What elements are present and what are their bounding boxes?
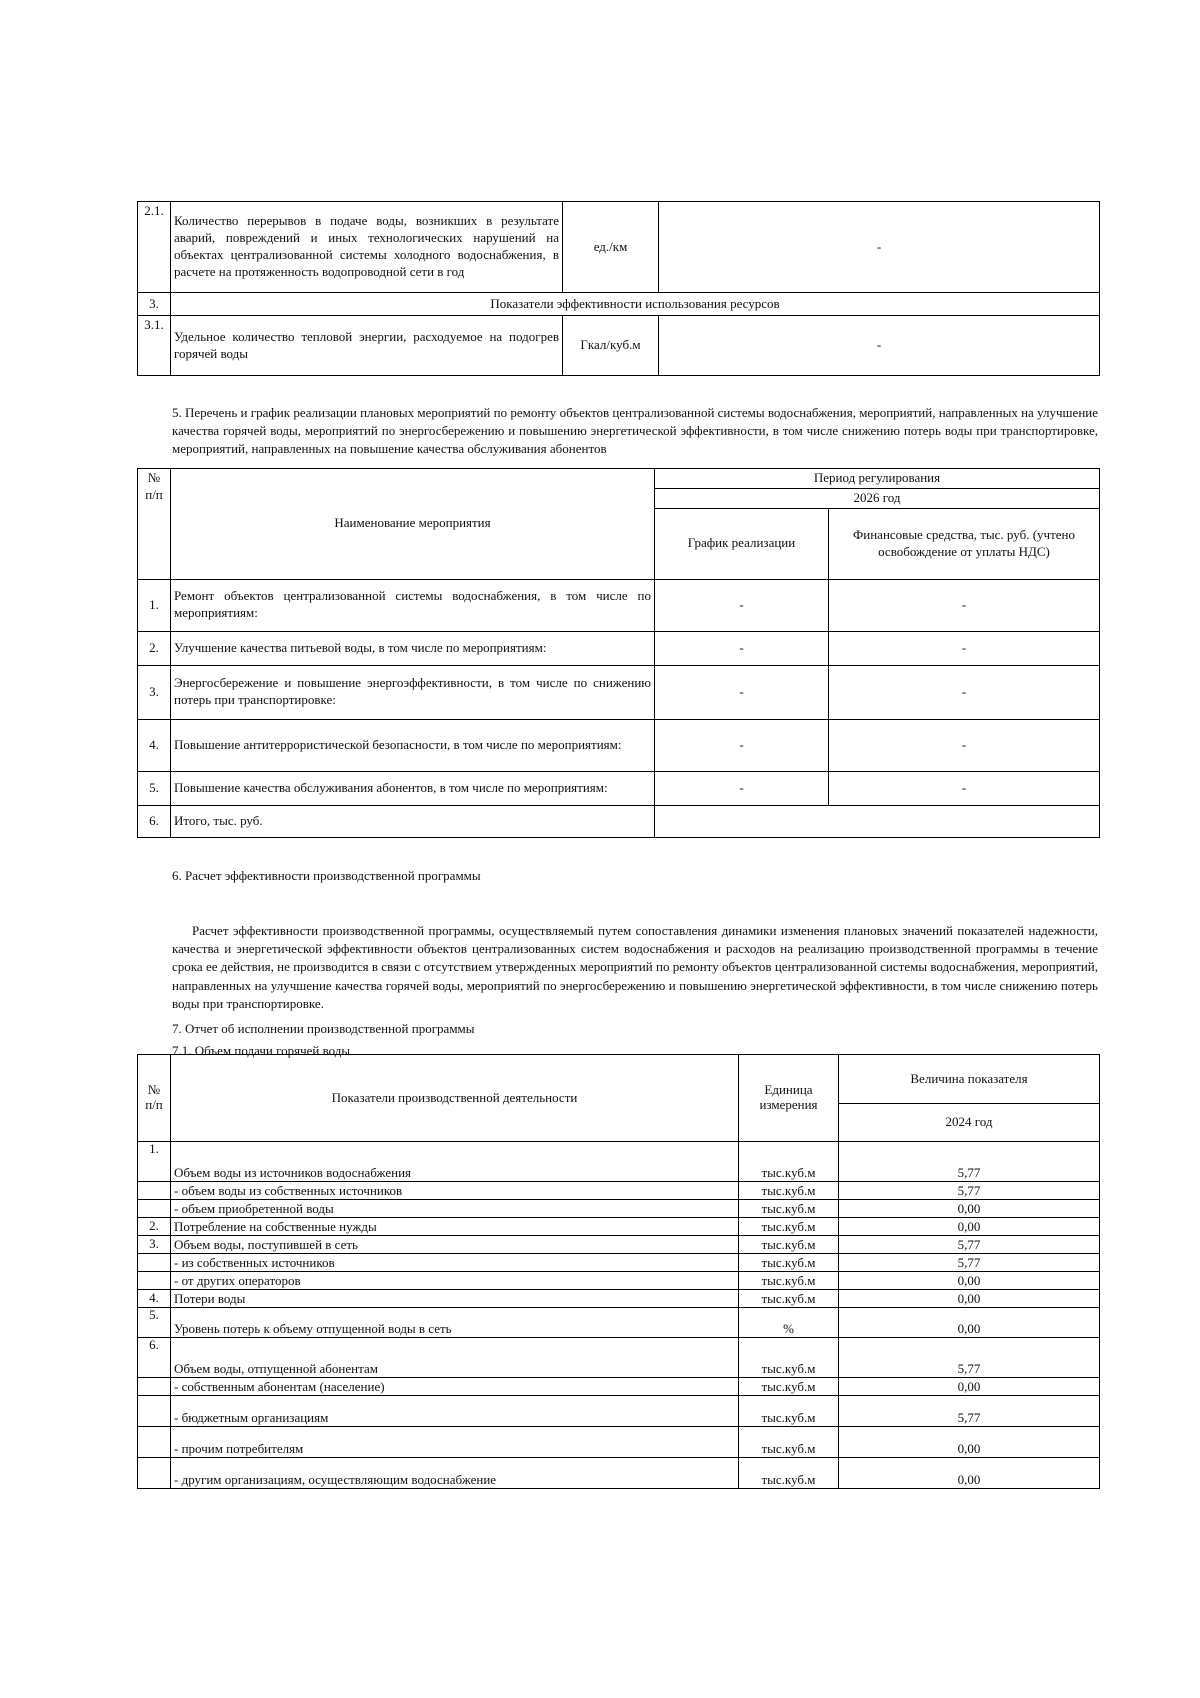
- row-number: 5.: [138, 1308, 171, 1338]
- col-value-header: Величина показателя: [839, 1055, 1100, 1104]
- indicator-unit: тыс.куб.м: [739, 1254, 839, 1272]
- indicator-unit: тыс.куб.м: [739, 1272, 839, 1290]
- indicator-value: -: [659, 316, 1100, 376]
- finance-header: Финансовые средства, тыс. руб. (учтено освобождение от уплаты НДС): [829, 508, 1100, 579]
- indicator-name: Потребление на собственные нужды: [171, 1218, 739, 1236]
- indicator-name: - из собственных источников: [171, 1254, 739, 1272]
- indicator-name: Объем воды, отпущенной абонентам: [171, 1338, 739, 1378]
- table-row: [138, 202, 1100, 293]
- row-number: 4.: [138, 719, 171, 771]
- table-row: [138, 293, 1100, 316]
- row-number: 3.1.: [138, 316, 171, 376]
- indicator-name: - бюджетным организациям: [171, 1396, 739, 1427]
- measure-name: Итого, тыс. руб.: [171, 805, 655, 837]
- section-7-heading: 7. Отчет об исполнении производственной программы: [172, 1021, 475, 1036]
- row-number: [138, 1378, 171, 1396]
- indicator-name: Количество перерывов в подаче воды, возникших в результате аварий, повреждений и иных технологических нарушений на объектах централизованной системы холодного водоснабжения, в расчете на протяженность водопроводной сети в год: [171, 202, 563, 293]
- table-row: [138, 805, 1100, 837]
- measure-name: Ремонт объектов централизованной системы водоснабжения, в том числе по мероприятиям:: [171, 579, 655, 631]
- table-row: [138, 1290, 1100, 1308]
- table-row: [138, 1254, 1100, 1272]
- col-number-header: № п/п: [138, 469, 171, 580]
- row-number: 6.: [138, 1338, 171, 1378]
- table-header-row: [138, 469, 1100, 489]
- table-row: [138, 1396, 1100, 1427]
- table-row: [138, 1182, 1100, 1200]
- indicator-value: 5,77: [839, 1338, 1100, 1378]
- schedule-header: График реализации: [655, 508, 829, 579]
- finance-value: -: [829, 771, 1100, 805]
- indicator-value: -: [659, 202, 1100, 293]
- indicator-name: - другим организациям, осуществляющим водоснабжение: [171, 1458, 739, 1489]
- row-number: 3.: [138, 665, 171, 719]
- section-6-body: Расчет эффективности производственной программы, осуществляемый путем сопоставления динамики изменения плановых значений показателей надежности, качества и энергетической эффективности объектов централизованных систем водоснабжения и расходов на реализацию производственной программы в течение срока ее действия, не производится в связи с отсутствием утвержденных мероприятий по ремонту объектов централизованной системы водоснабжения, мероприятий, направленных на улучшение качества горячей воды, мероприятий по энергосбережению и повышению энергетической эффективности, в том числе снижению потерь воды при транспортировке.: [172, 923, 1098, 1011]
- indicator-unit: Гкал/куб.м: [563, 316, 659, 376]
- row-number: [138, 1427, 171, 1458]
- table-row: [138, 719, 1100, 771]
- measure-name: Повышение качества обслуживания абонентов, в том числе по мероприятиям:: [171, 771, 655, 805]
- row-number: [138, 1458, 171, 1489]
- indicator-name: - объем приобретенной воды: [171, 1200, 739, 1218]
- water-supply-table: [137, 1054, 1100, 1489]
- table-row: [138, 1236, 1100, 1254]
- table-row: [138, 1338, 1100, 1378]
- indicator-value: 5,77: [839, 1236, 1100, 1254]
- table-row: [138, 316, 1100, 376]
- row-number: 4.: [138, 1290, 171, 1308]
- table-row: [138, 1427, 1100, 1458]
- indicator-unit: тыс.куб.м: [739, 1396, 839, 1427]
- row-number: 3.: [138, 293, 171, 316]
- row-number: 2.: [138, 1218, 171, 1236]
- row-number: 2.: [138, 631, 171, 665]
- col-unit-header: Единица измерения: [739, 1055, 839, 1142]
- section-6-heading: 6. Расчет эффективности производственной программы: [172, 868, 481, 883]
- indicator-unit: тыс.куб.м: [739, 1378, 839, 1396]
- period-header: Период регулирования: [655, 469, 1100, 489]
- measure-name: Улучшение качества питьевой воды, в том числе по мероприятиям:: [171, 631, 655, 665]
- indicator-name: - объем воды из собственных источников: [171, 1182, 739, 1200]
- row-number: [138, 1272, 171, 1290]
- schedule-value: -: [655, 579, 829, 631]
- table-row: [138, 579, 1100, 631]
- table-row: [138, 1308, 1100, 1338]
- indicator-name: - прочим потребителям: [171, 1427, 739, 1458]
- year-header: 2026 год: [655, 488, 1100, 508]
- table-row: [138, 1218, 1100, 1236]
- indicator-unit: тыс.куб.м: [739, 1338, 839, 1378]
- row-number: [138, 1254, 171, 1272]
- row-number: [138, 1200, 171, 1218]
- indicator-name: Уровень потерь к объему отпущенной воды в сеть: [171, 1308, 739, 1338]
- table-row: [138, 1142, 1100, 1182]
- indicator-name: - от других операторов: [171, 1272, 739, 1290]
- indicator-unit: тыс.куб.м: [739, 1236, 839, 1254]
- indicator-value: 5,77: [839, 1142, 1100, 1182]
- indicator-unit: тыс.куб.м: [739, 1182, 839, 1200]
- table-row: [138, 665, 1100, 719]
- indicator-name: Удельное количество тепловой энергии, расходуемое на подогрев горячей воды: [171, 316, 563, 376]
- table-row: [138, 1200, 1100, 1218]
- table-header-row: [138, 1055, 1100, 1104]
- finance-value: -: [829, 631, 1100, 665]
- finance-value: -: [829, 665, 1100, 719]
- schedule-value: -: [655, 631, 829, 665]
- indicator-value: 0,00: [839, 1308, 1100, 1338]
- indicator-value: 0,00: [839, 1272, 1100, 1290]
- row-number: [138, 1182, 171, 1200]
- indicator-value: 0,00: [839, 1290, 1100, 1308]
- schedule-value: -: [655, 719, 829, 771]
- finance-value: -: [829, 579, 1100, 631]
- total-value: [655, 805, 1100, 837]
- col-name-header: Наименование мероприятия: [171, 469, 655, 580]
- indicator-name: Объем воды, поступившей в сеть: [171, 1236, 739, 1254]
- indicator-unit: тыс.куб.м: [739, 1200, 839, 1218]
- col-name-header: Показатели производственной деятельности: [171, 1055, 739, 1142]
- table-row: [138, 1378, 1100, 1396]
- indicator-name: - собственным абонентам (население): [171, 1378, 739, 1396]
- indicator-unit: тыс.куб.м: [739, 1458, 839, 1489]
- table-row: [138, 1458, 1100, 1489]
- indicator-name: Потери воды: [171, 1290, 739, 1308]
- col-number-header: № п/п: [138, 1055, 171, 1142]
- indicator-value: 0,00: [839, 1218, 1100, 1236]
- indicator-unit: тыс.куб.м: [739, 1427, 839, 1458]
- indicator-value: 0,00: [839, 1427, 1100, 1458]
- measures-table: [137, 468, 1100, 838]
- row-number: [138, 1396, 171, 1427]
- measure-name: Энергосбережение и повышение энергоэффективности, в том числе по снижению потерь при транспортировке:: [171, 665, 655, 719]
- schedule-value: -: [655, 771, 829, 805]
- section-header: Показатели эффективности использования ресурсов: [171, 293, 1100, 316]
- measure-name: Повышение антитеррористической безопасности, в том числе по мероприятиям:: [171, 719, 655, 771]
- indicator-unit: ед./км: [563, 202, 659, 293]
- indicator-unit: тыс.куб.м: [739, 1142, 839, 1182]
- indicator-value: 5,77: [839, 1396, 1100, 1427]
- schedule-value: -: [655, 665, 829, 719]
- section-7-1-heading: 7.1. Объем подачи горячей воды: [172, 1043, 351, 1058]
- indicator-value: 5,77: [839, 1182, 1100, 1200]
- indicator-unit: тыс.куб.м: [739, 1290, 839, 1308]
- indicator-unit: тыс.куб.м: [739, 1218, 839, 1236]
- indicator-value: 0,00: [839, 1378, 1100, 1396]
- indicators-table: [137, 201, 1100, 376]
- row-number: 1.: [138, 1142, 171, 1182]
- table-row: [138, 1272, 1100, 1290]
- indicator-value: 0,00: [839, 1458, 1100, 1489]
- row-number: 2.1.: [138, 202, 171, 293]
- indicator-value: 0,00: [839, 1200, 1100, 1218]
- row-number: 6.: [138, 805, 171, 837]
- indicator-value: 5,77: [839, 1254, 1100, 1272]
- finance-value: -: [829, 719, 1100, 771]
- year-header: 2024 год: [839, 1104, 1100, 1142]
- table-row: [138, 631, 1100, 665]
- row-number: 3.: [138, 1236, 171, 1254]
- row-number: 1.: [138, 579, 171, 631]
- section-5-heading: 5. Перечень и график реализации плановых мероприятий по ремонту объектов централизованной системы водоснабжения, мероприятий, направленных на улучшение качества горячей воды, мероприятий по энергосбережению и повышению энергетической эффективности, в том числе снижению потерь воды при транспортировке, мероприятий, направленных на повышение качества обслуживания абонентов: [172, 405, 1098, 457]
- indicator-name: Объем воды из источников водоснабжения: [171, 1142, 739, 1182]
- row-number: 5.: [138, 771, 171, 805]
- indicator-unit: %: [739, 1308, 839, 1338]
- table-row: [138, 771, 1100, 805]
